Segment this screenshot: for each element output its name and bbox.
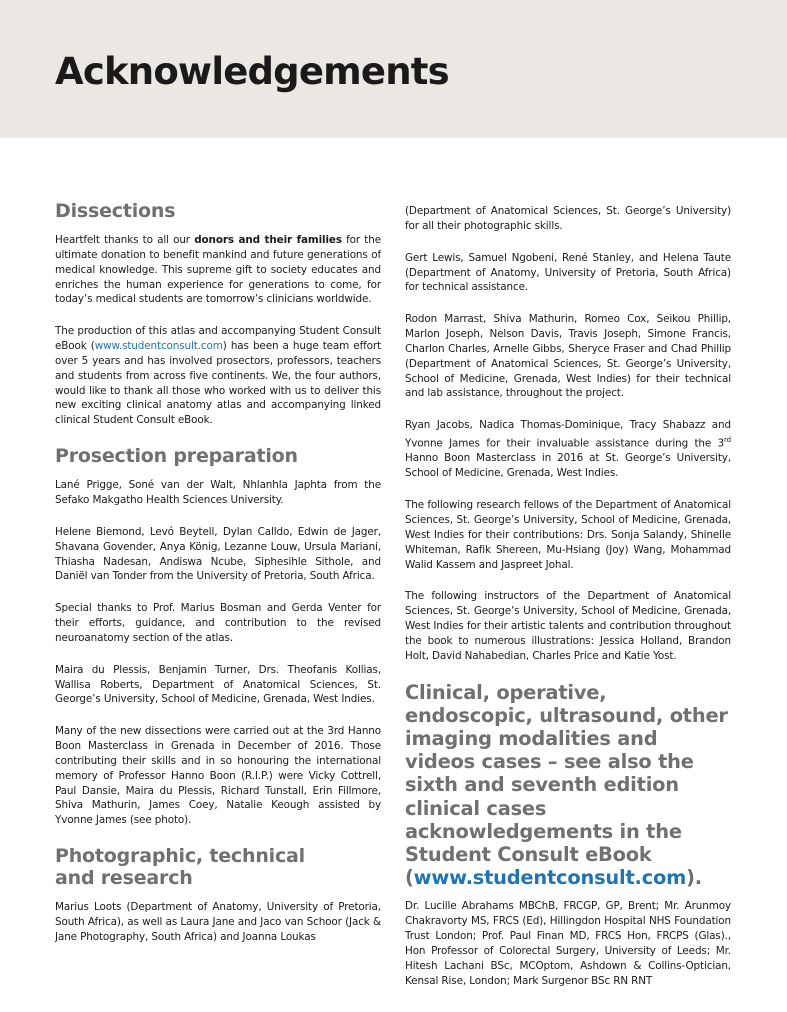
text-run: ) has been a huge team effort over 5 years and has involved prosectors, professors, teachers and students from across five continents. We, the four authors, would like to thank all those who worked with us to deliver this new exciting clinical anatomy atlas and accompanying linked clinical Student Consult eBook. (55, 340, 381, 427)
text-run: for the ultimate donation to benefit mankind and future generations of medical knowledge. This supreme gift to society educates and enriches the human experience for generations to come, for today’s medical students are tomorrow’s clinicians worldwide. (55, 234, 381, 306)
photographic-paragraph-1: Marius Loots (Department of Anatomy, University of Pretoria, South Africa), as well as Laura Jane and Jaco van Schoor (Jack & Jane Photography, South Africa) and Joanna Loukas (55, 901, 381, 943)
section-heading-photographic (55, 845, 381, 889)
prosection-paragraph-2: Helene Biemond, Levó Beytell, Dylan Calldo, Edwin de Jager, Shavana Govender, Anya König, Lezanne Louw, Ursula Mariani, Thiasha Nadesan, Andiswa Ncube, Siphesihle Sithole, and Daniël van Tonder from the University of Pretoria, South Africa. (55, 525, 381, 583)
donors-bold-text: donors and their families (194, 234, 342, 246)
photographic-paragraph-4 (405, 418, 731, 481)
right-column (405, 204, 731, 1012)
heading-text: Clinical, operative, endoscopic, ultrasound, other imaging modalities and videos cases – see also the sixth and seventh edition clinical cases acknowledgements in the Student Consult eBook ( (405, 680, 728, 890)
photographic-paragraph-6: The following instructors of the Department of Anatomical Sciences, St. George’s University, School of Medicine, Grenada, West Indies for their artistic talents and contribution throughout the book to numerous illustrations: Jessica Holland, Brandon Holt, David Nahabedian, Charles Price and Katie Yost. (405, 590, 731, 662)
left-column (55, 200, 381, 1008)
prosection-paragraph-4: Maira du Plessis, Benjamin Turner, Drs. Theofanis Kollias, Wallisa Roberts, Department of Anatomical Sciences, St. George’s University, School of Medicine, Grenada, West Indies. (55, 663, 381, 706)
text-run: The production of this atlas and accompanying Student Consult eBook ( (55, 325, 381, 353)
heading-line: Photographic, technical (55, 845, 305, 868)
dissections-paragraph-2 (55, 324, 381, 428)
text-run: Hanno Boon Masterclass in 2016 at St. George’s University, School of Medicine, Grenada, West Indies. (405, 452, 731, 480)
text-run: Heartfelt thanks to all our (55, 234, 195, 246)
studentconsult-heading-link[interactable]: www.studentconsult.com (413, 866, 687, 890)
text-run: Ryan Jacobs, Nadica Thomas-Dominique, Tracy Shabazz and Yvonne James for their invaluable assistance during the 3 (405, 419, 731, 450)
prosection-paragraph-3: Special thanks to Prof. Marius Bosman and Gerda Venter for their efforts, guidance, and contribution to the revised neuroanatomy section of the atlas. (55, 602, 381, 644)
prosection-paragraph-1: Lané Prigge, Soné van der Walt, Nhlanhla Japhta from the Sefako Makgatho Health Sciences University. (55, 479, 381, 506)
dissections-paragraph-1 (55, 233, 381, 307)
studentconsult-link[interactable]: www.studentconsult.com (94, 340, 223, 353)
photographic-paragraph-5: The following research fellows of the Department of Anatomical Sciences, St. George’s University, School of Medicine, Grenada, West Indies for their contributions: Drs. Sonja Salandy, Shinelle Whiteman, Rafik Shereen, Mu-Hsiang (Joy) Wang, Mohammad Walid Kassem and Jaspreet Johal. (405, 499, 731, 571)
prosection-paragraph-5: Many of the new dissections were carried out at the 3rd Hanno Boon Masterclass in Grenada in December of 2016. Those contributing their skills and in so honouring the international memory of Professor Hanno Boon (R.I.P.) were Vicky Cottrell, Paul Dansie, Maira du Plessis, Richard Tunstall, Erin Fillmore, Shiva Mathurin, James Coey, Natalie Keough assisted by Yvonne James (see photo). (55, 725, 381, 827)
section-heading-clinical-cases (405, 681, 731, 890)
section-heading-dissections: Dissections (55, 200, 176, 222)
heading-text: ). (686, 866, 702, 890)
photographic-paragraph-3: Rodon Marrast, Shiva Mathurin, Romeo Cox, Seikou Phillip, Marlon Joseph, Nelson Davis, Travis Joseph, Simone Francis, Charlon Charles, Arnelle Gibbs, Sheryce Fraser and Chad Phillip (Department of Anatomical Sciences, St. George’s University, School of Medicine, Grenada, West Indies) for their technical and lab assistance, throughout the project. (405, 313, 731, 400)
clinical-paragraph-1: Dr. Lucille Abrahams MBChB, FRCGP, GP, Brent; Mr. Arunmoy Chakravorty MS, FRCS (Ed), Hillingdon Hospital NHS Foundation Trust London; Prof. Paul Finan MD, FRCS Hon, FRCPS (Glas)., Hon Professor of Colorectal Surgery, University of Leeds; Mr. Hitesh Lachani BSc, MCOptom, Ashdown & Collins-Optician, Kensal Rise, London; Mark Surgenor BSc RN RNT (405, 900, 731, 987)
superscript: rd (724, 436, 731, 445)
heading-line: and research (55, 867, 193, 890)
section-heading-prosection: Prosection preparation (55, 445, 298, 468)
page-title: Acknowledgements (55, 50, 449, 93)
photographic-paragraph-2: Gert Lewis, Samuel Ngobeni, René Stanley, and Helena Taute (Department of Anatomy, University of Pretoria, South Africa) for technical assistance. (405, 251, 731, 294)
photographic-paragraph-1-continued: (Department of Anatomical Sciences, St. George’s University) for all their photographic skills. (405, 205, 731, 232)
